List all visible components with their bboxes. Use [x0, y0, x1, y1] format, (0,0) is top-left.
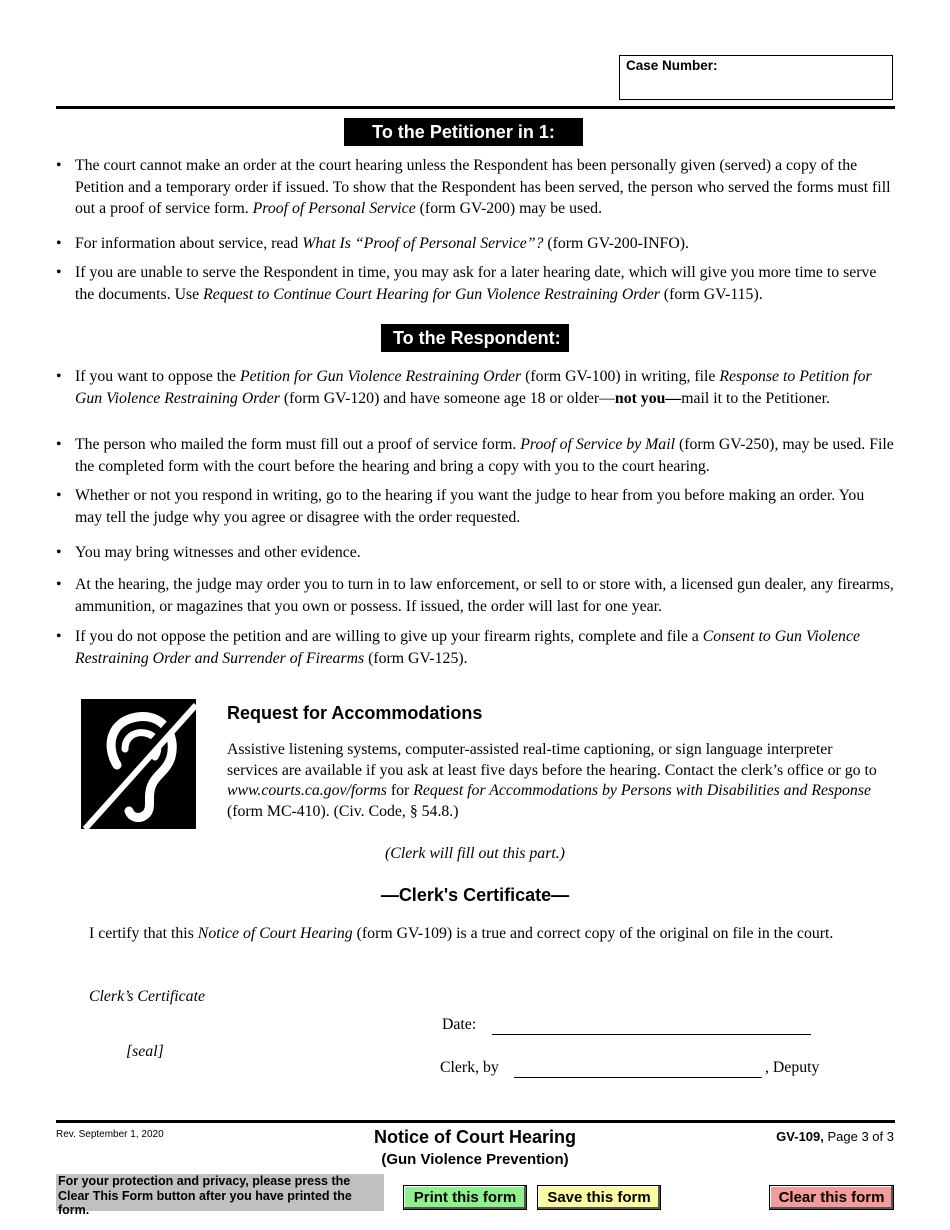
privacy-notice: For your protection and privacy, please press the Clear This Form button after you have printed the form.	[56, 1174, 384, 1211]
case-number-label: Case Number:	[626, 58, 718, 73]
clerk-by-label: Clerk, by	[440, 1059, 499, 1076]
respondent-bullet-1: • If you want to oppose the Petition for Gun Violence Restraining Order (form GV-100) in writing, file Response to Petition for Gun Violence Restraining Order (form GV-120) and have someone age 18 or older—not you—mail it to the Petitioner.	[56, 368, 872, 407]
date-field[interactable]	[492, 1034, 811, 1035]
petitioner-bullet-2: • For information about service, read What Is “Proof of Personal Service”? (form GV-200-INFO).	[56, 235, 689, 252]
hearing-assistance-icon	[81, 699, 196, 829]
form-page-number: GV-109, Page 3 of 3	[776, 1129, 894, 1144]
accommodations-title: Request for Accommodations	[227, 703, 483, 723]
clerk-note: (Clerk will fill out this part.)	[385, 845, 565, 862]
clear-form-button[interactable]: Clear this form	[769, 1185, 894, 1210]
date-label: Date:	[442, 1016, 477, 1033]
print-form-button[interactable]: Print this form	[403, 1185, 527, 1210]
deputy-label: , Deputy	[765, 1059, 820, 1076]
top-divider	[56, 106, 895, 109]
respondent-bullet-4: • You may bring witnesses and other evidence.	[56, 544, 361, 561]
petitioner-bullet-3: • If you are unable to serve the Respondent in time, you may ask for a later hearing date, which will give you more time to serve the documents. Use Request to Continue Court Hearing for Gun Violence Restraining Order (form GV-115).	[56, 264, 877, 303]
respondent-bullet-3: • Whether or not you respond in writing, go to the hearing if you want the judge to hear from you before making an order. You may tell the judge why you agree or disagree with the order requested.	[56, 487, 865, 526]
form-subtitle: (Gun Violence Prevention)	[381, 1151, 569, 1168]
clerk-name-field[interactable]	[514, 1077, 762, 1078]
save-form-button[interactable]: Save this form	[537, 1185, 661, 1210]
revision-date: Rev. September 1, 2020	[56, 1129, 164, 1140]
seal-label: [seal]	[126, 1043, 164, 1060]
petitioner-bullet-1: • The court cannot make an order at the court hearing unless the Respondent has been personally given (served) a copy of the Petition and a temporary order if issued. To show that the Respondent has been served, the person who served the forms must fill out a proof of service form. Proof of Personal Service (form GV-200) may be used.	[56, 157, 891, 217]
certification-text: I certify that this Notice of Court Hearing (form GV-109) is a true and correct copy of the original on file in the court.	[89, 925, 834, 942]
clerk-certificate-label: Clerk’s Certificate	[89, 988, 205, 1005]
accommodations-body: Assistive listening systems, computer-assisted real-time captioning, or sign language interpreter services are available if you ask at least five days before the hearing. Contact the clerk’s office or go to www.courts.ca.gov/forms for Request for Accommodations by Persons with Disabilities and Response (form MC-410). (Civ. Code, § 54.8.)	[227, 741, 877, 820]
footer-divider	[56, 1120, 895, 1123]
clerk-certificate-title: —Clerk's Certificate—	[380, 885, 570, 905]
courts-link[interactable]: www.courts.ca.gov/forms	[227, 782, 387, 799]
respondent-heading: To the Respondent:	[381, 324, 569, 352]
form-title: Notice of Court Hearing	[373, 1127, 576, 1147]
respondent-bullet-2: • The person who mailed the form must fill out a proof of service form. Proof of Service by Mail (form GV-250), may be used. File the completed form with the court before the hearing and bring a copy with you to the court hearing.	[56, 436, 894, 475]
petitioner-heading: To the Petitioner in 1:	[344, 118, 583, 146]
respondent-bullet-5: • At the hearing, the judge may order you to turn in to law enforcement, or sell to or store with, a licensed gun dealer, any firearms, ammunition, or magazines that you own or possess. If issued, the order will last for one year.	[56, 576, 894, 615]
case-number-box[interactable]	[619, 55, 893, 100]
respondent-bullet-6: • If you do not oppose the petition and are willing to give up your firearm rights, complete and file a Consent to Gun Violence Restraining Order and Surrender of Firearms (form GV-125).	[56, 628, 860, 667]
